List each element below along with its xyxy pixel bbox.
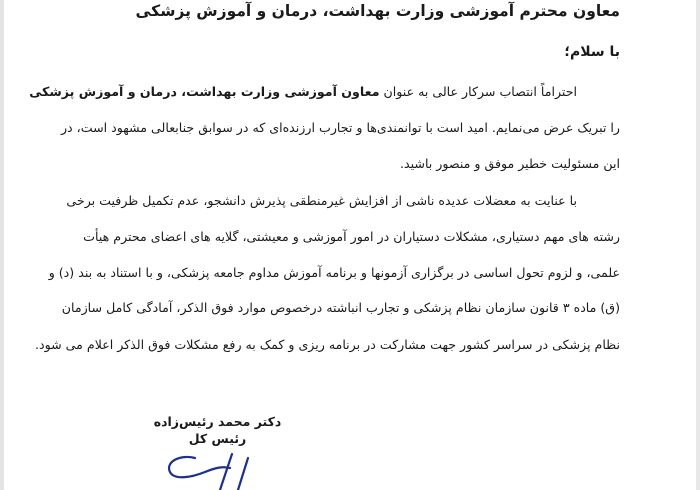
paragraph-2-line-2: رشته های مهم دستیاری، مشکلات دستیاران در امور آموزشی و معیشتی، گلایه های اعضای محترم هیأت xyxy=(83,229,620,244)
greeting: با سلام؛ xyxy=(564,44,620,60)
paragraph-2-line-5: نظام پزشکی در سراسر کشور جهت مشارکت در برنامه ریزی و کمک به رفع مشکلات فوق الذکر اعلام می شود. xyxy=(34,337,620,352)
bold-title: معاون آموزشی وزارت بهداشت، درمان و آموزش پزشکی xyxy=(29,84,380,99)
signatory-title: رئیس کل xyxy=(188,431,247,446)
handwritten-signature xyxy=(160,450,260,490)
paragraph-2-line-4: (ق) ماده ۳ قانون سازمان نظام پزشکی و تجارب انباشته درخصوص موارد فوق الذکر، آمادگی کامل سازمان xyxy=(61,300,620,315)
paragraph-2-line-3: علمی، و لزوم تحول اساسی در برگزاری آزمونها و برنامه آموزش مداوم جامعه پزشکی، و با استناد به بند (د) و xyxy=(48,265,620,280)
paragraph-2-line-1: با عنایت به معضلات عدیده ناشی از افزایش غیرمنطقی پذیرش دانشجو، عدم تکمیل ظرفیت برخی xyxy=(66,193,577,208)
paragraph-1-line-2: را تبریک عرض می‌نمایم. امید است با توانمندی‌ها و تجارب ارزنده‌ای که در سوابق جنابعالی مشهود است، در xyxy=(60,120,620,135)
signatory-name: دکتر محمد رئیس‌زاده xyxy=(153,414,282,429)
page-edge-left xyxy=(0,0,4,490)
recipient-heading: معاون محترم آموزشی وزارت بهداشت، درمان و آموزش پزشکی xyxy=(135,2,620,20)
text: احتراماً انتصاب سرکار عالی به عنوان xyxy=(383,84,577,99)
page-edge-right xyxy=(696,0,700,490)
paragraph-1-line-1 xyxy=(29,84,577,99)
paragraph-1-line-3: این مسئولیت خطیر موفق و منصور باشید. xyxy=(400,156,620,171)
